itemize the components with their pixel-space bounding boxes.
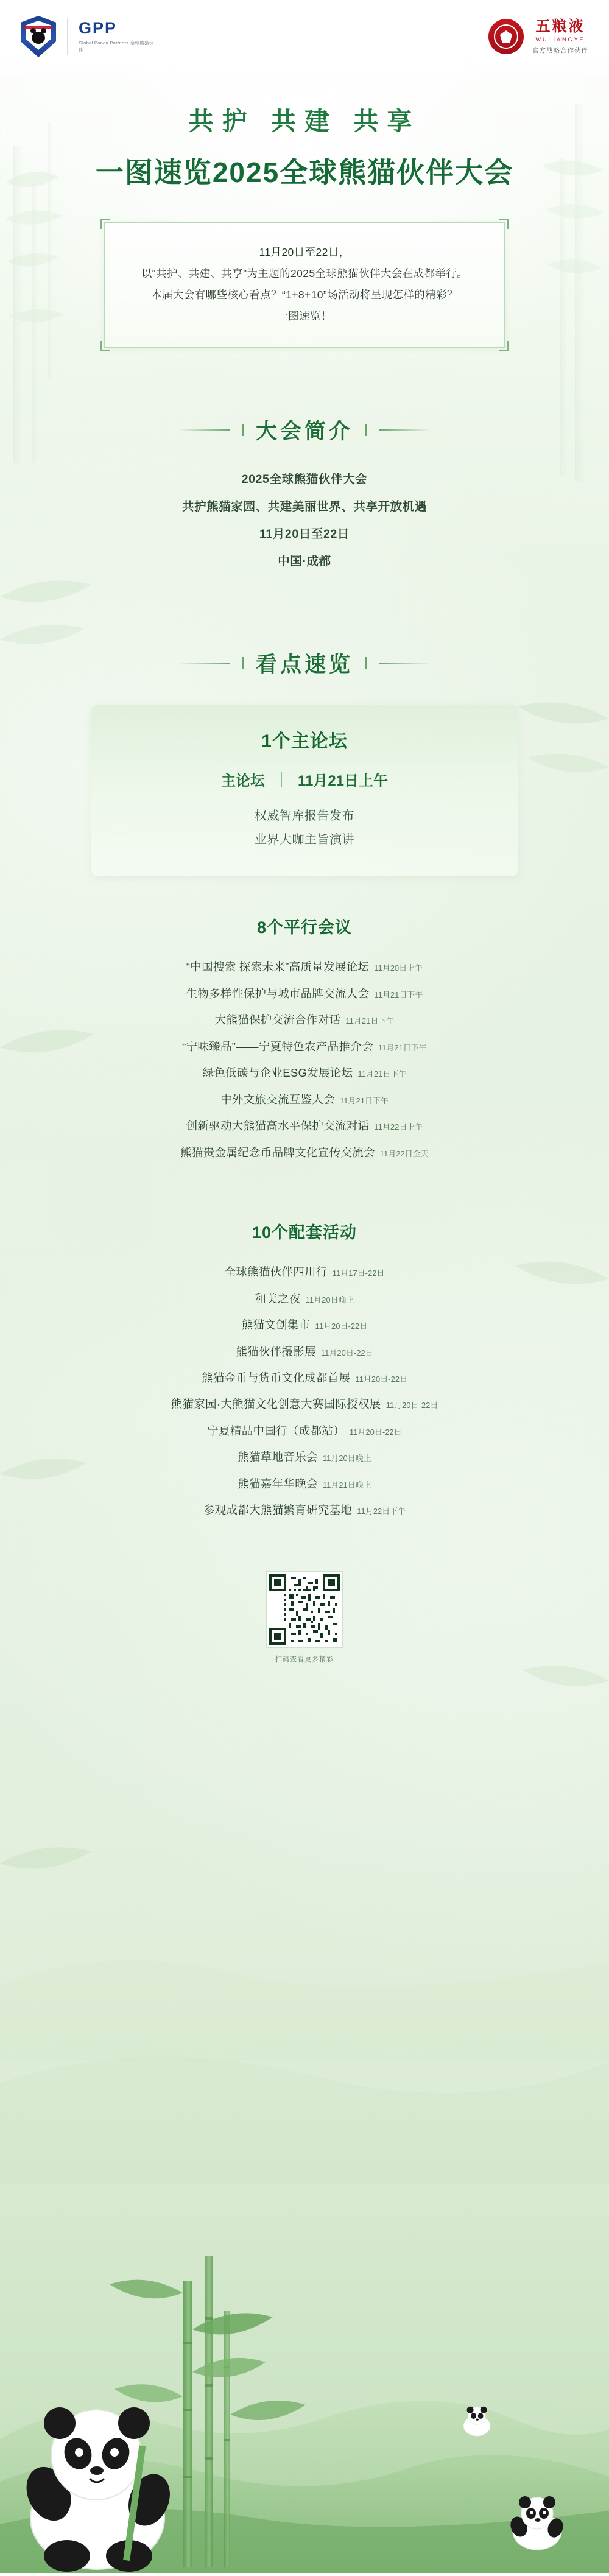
parallel-list bbox=[55, 954, 554, 1166]
item-title: 熊猫贵金属纪念币品牌文化宣传交流会 bbox=[180, 1145, 375, 1159]
gpp-sub-text: Global Panda Partners 全球熊猫伙伴 bbox=[79, 40, 154, 52]
header-rule-left-2 bbox=[178, 663, 230, 664]
wuliangye-wordmark bbox=[532, 19, 588, 54]
main-forum-name: 主论坛 bbox=[220, 773, 265, 790]
qr-code-image bbox=[269, 1574, 340, 1645]
item-title: 创新驱动大熊猫高水平保护交流对话 bbox=[186, 1119, 370, 1133]
logo-divider bbox=[67, 18, 68, 55]
item-title: 参观成都大熊猫繁育研究基地 bbox=[203, 1504, 353, 1517]
list-item bbox=[55, 1312, 554, 1338]
section-header-highlights bbox=[0, 648, 609, 678]
item-title: 熊猫草地音乐会 bbox=[238, 1451, 318, 1464]
item-date: 11月21日下午 bbox=[340, 1096, 389, 1105]
sponsor-logo-group bbox=[488, 19, 588, 54]
about-line-1: 2025全球熊猫伙伴大会 bbox=[241, 473, 368, 486]
panda-mini-illustration bbox=[463, 2407, 490, 2436]
item-title: 熊猫文创集市 bbox=[241, 1318, 311, 1332]
supporting-activities-block bbox=[55, 1219, 554, 1524]
list-item bbox=[55, 980, 554, 1007]
panda-illustration bbox=[18, 2407, 177, 2572]
item-date: 11月20日上午 bbox=[374, 963, 423, 973]
item-title: 全球熊猫伙伴四川行 bbox=[224, 1265, 328, 1279]
sponsor-name-en: WULIANGYE bbox=[535, 36, 585, 43]
section-header-about bbox=[0, 415, 609, 445]
intro-line-2: 以“共护、共建、共享”为主题的2025全球熊猫伙伴大会在成都举行。 bbox=[141, 267, 468, 280]
list-item bbox=[55, 1113, 554, 1139]
list-item bbox=[55, 1418, 554, 1444]
main-forum-item: 业界大咖主旨演讲 bbox=[255, 833, 354, 847]
item-title: 宁夏精品中国行（成都站） bbox=[207, 1424, 345, 1437]
hero-title-block bbox=[0, 73, 609, 191]
about-line-4: 中国·成都 bbox=[278, 554, 331, 568]
corner-ornament-tl bbox=[100, 219, 110, 229]
list-item bbox=[55, 1086, 554, 1113]
item-title: 熊猫嘉年华晚会 bbox=[238, 1477, 318, 1490]
list-item bbox=[55, 1060, 554, 1086]
item-date: 11月21日下午 bbox=[374, 990, 423, 999]
item-title: 中外文旅交流互鉴大会 bbox=[220, 1093, 336, 1106]
qr-code[interactable] bbox=[266, 1571, 343, 1648]
list-item bbox=[55, 1444, 554, 1470]
highlights-section bbox=[0, 648, 609, 1523]
gpp-emblem-icon bbox=[21, 16, 56, 57]
wuliangye-mark-icon bbox=[488, 19, 524, 54]
highlights-title: 看点速览 bbox=[255, 653, 353, 677]
item-date: 11月20日-22日 bbox=[355, 1374, 408, 1384]
item-date: 11月21日下午 bbox=[357, 1069, 407, 1079]
qr-caption: 扫码查看更多精彩 bbox=[275, 1655, 334, 1663]
list-item bbox=[55, 1339, 554, 1365]
main-forum-meta bbox=[110, 769, 499, 790]
item-title: 熊猫金币与货币文化成都首展 bbox=[201, 1371, 351, 1384]
item-date: 11月20日-22日 bbox=[315, 1321, 368, 1331]
intro-card bbox=[104, 222, 505, 348]
gpp-wordmark bbox=[79, 20, 158, 54]
item-title: 生物多样性保护与城市品牌交流大会 bbox=[186, 987, 370, 1000]
item-date: 11月21日晚上 bbox=[322, 1480, 371, 1490]
about-line-3: 11月20日至22日 bbox=[259, 527, 350, 541]
item-date: 11月20日-22日 bbox=[320, 1348, 373, 1357]
item-date: 11月22日上午 bbox=[374, 1122, 423, 1132]
item-title: 熊猫伙伴摄影展 bbox=[236, 1345, 316, 1358]
hero-line-1: 共护 共建 共享 bbox=[188, 107, 421, 135]
panda-small-illustration bbox=[508, 2496, 566, 2550]
main-forum-card bbox=[91, 705, 518, 876]
qr-block bbox=[256, 1571, 353, 1664]
item-date: 11月20日-22日 bbox=[349, 1427, 402, 1437]
about-lines bbox=[0, 466, 609, 575]
sponsor-tagline: 官方战略合作伙伴 bbox=[532, 46, 588, 54]
header-rule-right bbox=[379, 429, 431, 431]
meta-divider bbox=[281, 772, 282, 787]
header-tick-right bbox=[365, 424, 367, 436]
intro-line-1: 11月20日至22日， bbox=[259, 246, 350, 258]
about-section bbox=[0, 415, 609, 575]
footer-illustration bbox=[0, 2256, 609, 2573]
supporting-count: 10个配套活动 bbox=[252, 1223, 357, 1242]
header-rule-left bbox=[178, 429, 230, 431]
intro-line-4: 一图速览！ bbox=[277, 310, 332, 322]
intro-card-wrapper bbox=[104, 222, 505, 348]
item-date: 11月17日-22日 bbox=[332, 1269, 385, 1278]
list-item bbox=[55, 1365, 554, 1391]
main-forum-items bbox=[110, 804, 499, 852]
parallel-meetings-block bbox=[55, 914, 554, 1166]
header-tick-left bbox=[242, 424, 244, 436]
gpp-main-text: GPP bbox=[79, 18, 118, 37]
corner-ornament-br bbox=[499, 341, 509, 351]
parallel-count: 8个平行会议 bbox=[256, 918, 353, 937]
list-item bbox=[55, 1139, 554, 1166]
item-date: 11月20日晚上 bbox=[305, 1295, 354, 1304]
item-title: 和美之夜 bbox=[255, 1292, 301, 1305]
list-item bbox=[55, 1007, 554, 1033]
item-title: “中国搜索 探索未来”高质量发展论坛 bbox=[186, 960, 370, 974]
list-item bbox=[55, 1471, 554, 1497]
sponsor-name-cn: 五粮液 bbox=[535, 18, 585, 35]
about-title: 大会简介 bbox=[255, 420, 353, 443]
item-date: 11月22日下午 bbox=[357, 1507, 406, 1516]
gpp-logo-group bbox=[21, 16, 158, 57]
list-item bbox=[55, 1033, 554, 1060]
item-title: 大熊猫保护交流合作对话 bbox=[214, 1013, 341, 1027]
list-item bbox=[55, 954, 554, 980]
about-line-2: 共护熊猫家园、共建美丽世界、共享开放机遇 bbox=[181, 499, 427, 513]
footer-scene bbox=[0, 2256, 609, 2573]
list-item bbox=[55, 1391, 554, 1417]
corner-ornament-tr bbox=[499, 219, 509, 229]
item-title: 熊猫家园·大熊猫文化创意大赛国际授权展 bbox=[171, 1398, 381, 1411]
list-item bbox=[55, 1259, 554, 1285]
item-date: 11月21日下午 bbox=[345, 1016, 395, 1026]
list-item bbox=[55, 1286, 554, 1312]
main-forum-item: 权威智库报告发布 bbox=[255, 809, 354, 823]
brand-header bbox=[0, 0, 609, 73]
item-date: 11月22日全天 bbox=[379, 1149, 429, 1158]
supporting-list bbox=[55, 1259, 554, 1524]
corner-ornament-bl bbox=[100, 341, 110, 351]
item-date: 11月21日下午 bbox=[378, 1043, 427, 1052]
item-date: 11月20日晚上 bbox=[322, 1454, 371, 1463]
header-tick-right-2 bbox=[365, 657, 367, 669]
main-forum-count: 1个主论坛 bbox=[261, 731, 348, 752]
item-title: “宁味臻品”——宁夏特色农产品推介会 bbox=[182, 1040, 373, 1053]
hero-line-2: 一图速览2025全球熊猫伙伴大会 bbox=[95, 157, 514, 188]
list-item bbox=[55, 1497, 554, 1523]
item-date: 11月20日-22日 bbox=[385, 1401, 438, 1410]
main-forum-date: 11月21日上午 bbox=[297, 773, 389, 790]
header-rule-right-2 bbox=[379, 663, 431, 664]
header-tick-left-2 bbox=[242, 657, 244, 669]
item-title: 绿色低碳与企业ESG发展论坛 bbox=[202, 1066, 353, 1080]
intro-line-3: 本届大会有哪些核心看点？“1+8+10”场活动将呈现怎样的精彩？ bbox=[151, 289, 458, 301]
